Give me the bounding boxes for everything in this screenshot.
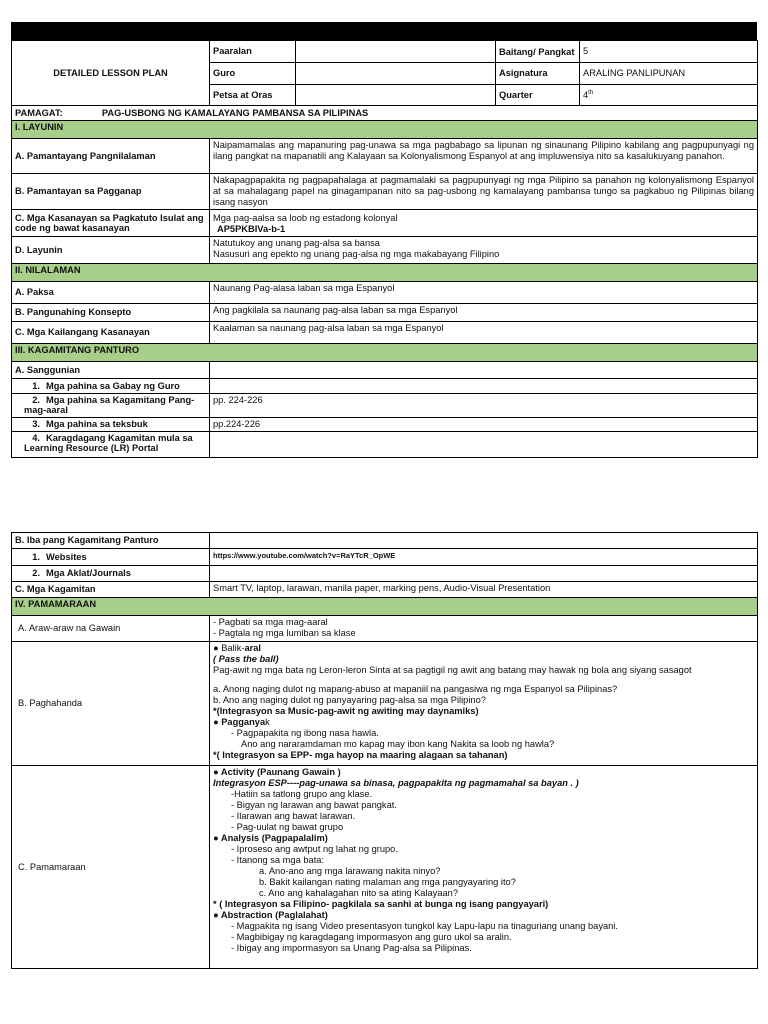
quarter-label: Quarter (496, 85, 580, 106)
pamantayang-pangnilalaman-label: A. Pamantayang Pangnilalaman (12, 139, 210, 174)
konsepto-value: Ang pagkilala sa naunang pag-alsa laban sa mga Espanyol (210, 304, 758, 322)
mga-kagamitan-value: Smart TV, laptop, larawan, manila paper, marking pens, Audio-Visual Presentation (210, 582, 758, 598)
integrasyon-filipino: * ( Integrasyon sa Filipino- pagkilala sa sanhi at bunga ng isang pangyayari) (213, 899, 549, 909)
paghahanda-value (210, 642, 758, 766)
top-black-bar (11, 22, 757, 40)
kasanayan-value (210, 210, 758, 237)
abstraction-item-1: - Magpakita ng isang Video presentasyon tungkol kay Lapu-lapu na tinaguriang unang bayani. (231, 921, 618, 931)
plan-title: DETAILED LESSON PLAN (12, 41, 210, 106)
pagganyak-item-1: - Pagpapakita ng ibong nasa hawla. (231, 728, 379, 738)
pass-the-ball-desc: Pag-awit ng mga bata ng Leron-leron Sinta at sa pagtigil ng awit ang batang may hawak ng bola ang siyang sasagot (213, 665, 692, 675)
kasanayan-text: Mga pag-aalsa sa loob ng estadong kolonyal (213, 213, 398, 223)
kasanayan-c-value: Kaalaman sa naunang pag-alsa laban sa mga Espanyol (210, 322, 758, 344)
question-a: a. Anong naging dulot ng mapang-abuso at mapaniil na pangasiwa ng mga Espanyol sa Pilipinas? (213, 684, 618, 694)
activity-item-4: - Pag-uulat ng bawat grupo (231, 822, 344, 832)
guro-label: Guro (210, 63, 296, 85)
activity-item-3: - Ilarawan ang bawat larawan. (231, 811, 356, 821)
paksa-value: Naunang Pag-alasa laban sa mga Espanyol (210, 282, 758, 304)
integrasyon-esp: Integrasyon ESP----pag-unawa sa binasa, pagpapakita ng pagmamahal sa bayan . ) (213, 778, 579, 788)
pamantayan-pagganap-value: Nakapagpapakita ng pagpapahalaga at pagmamalaki sa pagpupunyagi ng mga Pilipino sa panahon ng kolonyalismong Espanyol at sa mahalagang papel na ginagampanan nito sa pag-usbong ng kamalayang pambansa tungo sa pagkabuo ng Pilipinas bilang isang nasyon (210, 174, 758, 210)
balik-aral: ● Balik-aral (213, 643, 261, 653)
petsa-field[interactable] (296, 85, 496, 106)
baitang-value[interactable]: 5 (580, 41, 758, 63)
abstraction-item-3: - Ibigay ang impormasyon sa Unang Pag-alsa sa Pilipinas. (231, 943, 472, 953)
pamagat-value: PAG-USBONG NG KAMALAYANG PAMBANSA SA PILIPINAS (101, 108, 369, 118)
araw-araw-value (210, 616, 758, 642)
integrasyon-music: *(Integrasyon sa Music-pag-awit ng awiting may daynamiks) (213, 706, 479, 716)
araw-araw-line-2: - Pagtala ng mga lumiban sa klase (213, 628, 356, 638)
gabay-value (210, 379, 758, 394)
activity-item-2: - Bigyan ng larawan ang bawat pangkat. (231, 800, 397, 810)
araw-araw-label: A. Araw-araw na Gawain (12, 616, 210, 642)
lesson-plan-table-1 (11, 40, 758, 122)
layunin-d-line-1: Natutukoy ang unang pag-alsa sa bansa (213, 238, 380, 248)
kagamitang-pang-mag-aaral-label: 2. Mga pahina sa Kagamitang Pang-mag-aaral (12, 394, 210, 418)
question-b: b. Ano ang naging dulot ng panyayaring pag-alsa sa mga Pilipino? (213, 695, 486, 705)
lr-portal-label: 4. Karagdagang Kagamitan mula sa Learning Resource (LR) Portal (12, 432, 210, 458)
pamamaraan-label: C. Pamamaraan (12, 766, 210, 969)
integrasyon-epp: *( Integrasyon sa EPP- mga hayop na maaring alagaan sa tahanan) (213, 750, 508, 760)
mga-kagamitan-label: C. Mga Kagamitan (12, 582, 210, 598)
asignatura-label: Asignatura (496, 63, 580, 85)
araw-araw-line-1: - Pagbati sa mga mag-aaral (213, 617, 328, 627)
pamagat-label: PAMAGAT: (15, 108, 63, 118)
websites-label: 1. Websites (12, 549, 210, 566)
paaralan-field[interactable] (296, 41, 496, 63)
konsepto-label: B. Pangunahing Konsepto (12, 304, 210, 322)
pamantayan-pagganap-label: B. Pamantayan sa Pagganap (12, 174, 210, 210)
lesson-plan-table-1b (11, 120, 758, 458)
layunin-d-value (210, 237, 758, 264)
kasanayan-c-label: C. Mga Kailangang Kasanayan (12, 322, 210, 344)
abstraction-heading: ● Abstraction (Paglalahat) (213, 910, 328, 920)
paksa-label: A. Paksa (12, 282, 210, 304)
aklat-value (210, 566, 758, 582)
gabay-label: 1. Mga pahina sa Gabay ng Guro (12, 379, 210, 394)
pagganyak: ● Pagganyak (213, 717, 270, 727)
aklat-label: 2. Mga Aklat/Journals (12, 566, 210, 582)
kasanayan-label: C. Mga Kasanayan sa Pagkatuto Isulat ang code ng bawat kasanayan (12, 210, 210, 237)
teksbuk-value: pp.224-226 (210, 418, 758, 432)
iba-kagamitan-label: B. Iba pang Kagamitang Panturo (12, 533, 210, 549)
pamantayang-pangnilalaman-value: Naipamamalas ang mapanuring pag-unawa sa mga pagbabago sa lipunan ng sinaunang Pilipino kabilang ang pagpupunyagi ng ilang pangkat na mapanatili ang Kalayaan sa Kolonyalismong Espanyol at ang impluwensiya nito sa kasalukuyang panahon. (210, 139, 758, 174)
pass-the-ball: ( Pass the ball) (213, 654, 279, 664)
layunin-d-label: D. Layunin (12, 237, 210, 264)
analysis-item-1: - Iproseso ang awtput ng lahat ng grupo. (231, 844, 398, 854)
analysis-item-2: - Itanong sa mga bata: (231, 855, 325, 865)
analysis-question-b: b. Bakit kailangan nating malaman ang mga pangyayaring ito? (259, 877, 516, 887)
sanggunian-value (210, 362, 758, 379)
paaralan-label: Paaralan (210, 41, 296, 63)
pagganyak-item-2: Ano ang nararamdaman mo kapag may ibon kang Nakita sa loob ng hawla? (241, 739, 555, 749)
paghahanda-label: B. Paghahanda (12, 642, 210, 766)
asignatura-value[interactable]: ARALING PANLIPUNAN (580, 63, 758, 85)
iba-kagamitan-value (210, 533, 758, 549)
guro-field[interactable] (296, 63, 496, 85)
baitang-label: Baitang/ Pangkat (496, 41, 580, 63)
lr-portal-value (210, 432, 758, 458)
petsa-label: Petsa at Oras (210, 85, 296, 106)
layunin-d-line-2: Nasusuri ang epekto ng unang pag-alsa ng mga makabayang Filipino (213, 249, 500, 259)
pamamaraan-value (210, 766, 758, 969)
quarter-value[interactable]: 4th (580, 85, 758, 106)
activity-heading: ● Activity (Paunang Gawain ) (213, 767, 341, 777)
kagamitan-heading: III. KAGAMITANG PANTURO (12, 344, 758, 362)
lesson-plan-table-2 (11, 532, 758, 969)
pamamaraan-heading: IV. PAMAMARAAN (12, 598, 758, 616)
teksbuk-label: 3. Mga pahina sa teksbuk (12, 418, 210, 432)
nilalaman-heading: II. NILALAMAN (12, 264, 758, 282)
websites-link[interactable]: https://www.youtube.com/watch?v=RaYTcR_OpWE (210, 549, 758, 566)
analysis-question-a: a. Ano-ano ang mga larawang nakita ninyo? (259, 866, 441, 876)
sanggunian-label: A. Sanggunian (12, 362, 210, 379)
analysis-question-c: c. Ano ang kahalagahan nito sa ating Kalayaan? (259, 888, 459, 898)
activity-item-1: -Hatiin sa tatlong grupo ang klase. (231, 789, 373, 799)
abstraction-item-2: - Magbibigay ng karagdagang impormasyon ang guro ukol sa aralin. (231, 932, 512, 942)
layunin-heading: I. LAYUNIN (12, 121, 758, 139)
kasanayan-code: AP5PKBIVa-b-1 (217, 224, 286, 234)
kagamitang-pang-mag-aaral-value: pp. 224-226 (210, 394, 758, 418)
analysis-heading: ● Analysis (Pagpapalalim) (213, 833, 328, 843)
